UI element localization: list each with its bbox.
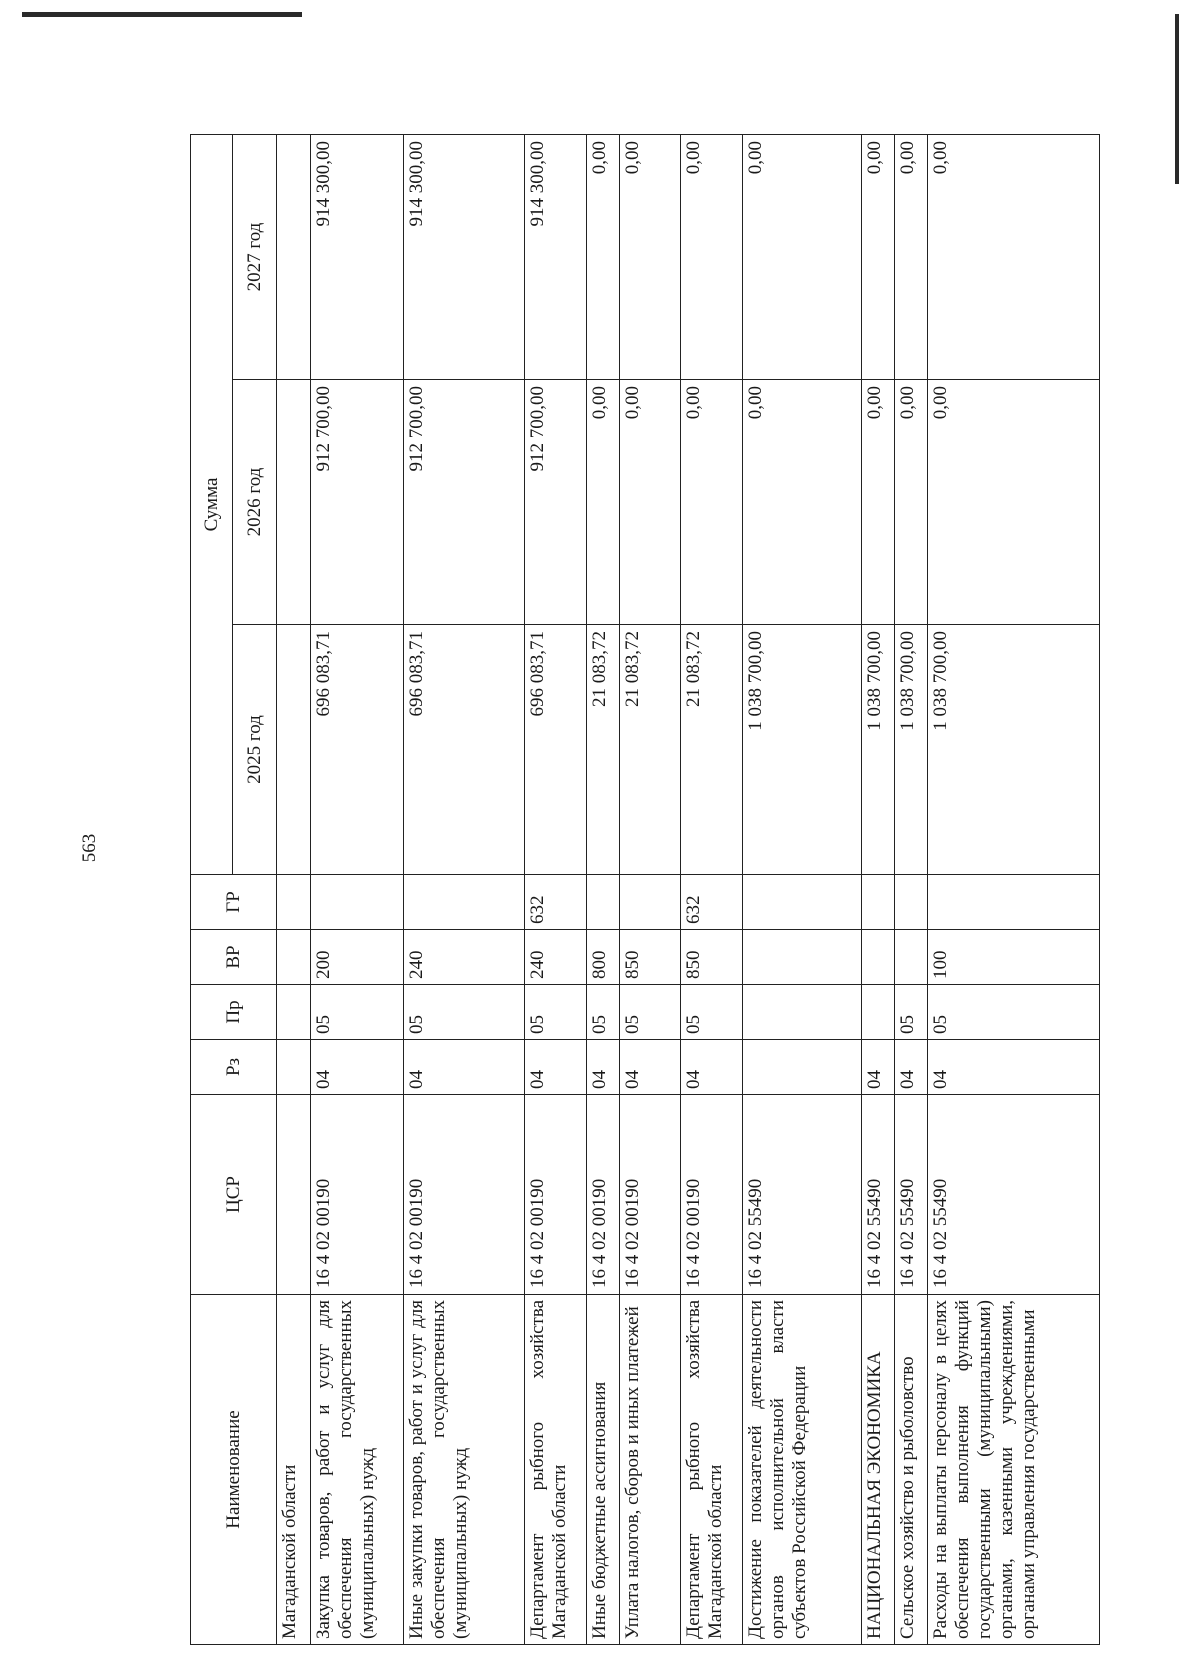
cell-pr: 05	[895, 985, 928, 1040]
table-row	[742, 134, 861, 1644]
cell-name: Достижение показателей деятельности органов исполнительной власти субъектов Российской Федерации	[742, 1295, 861, 1645]
cell-vr: 200	[311, 930, 404, 985]
cell-2025: 696 083,71	[524, 625, 586, 875]
cell-csr: 16 4 02 00190	[619, 1095, 681, 1295]
budget-table	[190, 134, 1100, 1645]
cell-gr	[619, 875, 681, 930]
cell-rz: 04	[403, 1040, 524, 1095]
header-year-2026: 2026 год	[233, 380, 277, 625]
cell-rz	[742, 1040, 861, 1095]
cell-csr	[277, 1095, 311, 1295]
cell-2025: 1 038 700,00	[895, 625, 928, 875]
header-vr: ВР	[191, 930, 277, 985]
cell-rz: 04	[895, 1040, 928, 1095]
cell-pr: 05	[928, 985, 1100, 1040]
cell-2025: 1 038 700,00	[861, 625, 894, 875]
cell-2025: 1 038 700,00	[928, 625, 1100, 875]
cell-2027: 914 300,00	[311, 134, 404, 379]
cell-2026: 0,00	[895, 380, 928, 625]
cell-pr: 05	[403, 985, 524, 1040]
cell-pr: 05	[311, 985, 404, 1040]
table-row	[928, 134, 1100, 1644]
cell-2025: 696 083,71	[311, 625, 404, 875]
cell-2025: 21 083,72	[681, 625, 743, 875]
cell-2027: 0,00	[861, 134, 894, 379]
cell-2026: 912 700,00	[524, 380, 586, 625]
cell-2027: 0,00	[742, 134, 861, 379]
cell-2027: 0,00	[586, 134, 619, 379]
rotated-page	[190, 135, 1100, 1645]
cell-csr: 16 4 02 00190	[403, 1095, 524, 1295]
cell-gr	[861, 875, 894, 930]
cell-vr	[742, 930, 861, 985]
cell-name: Иные бюджетные ассигнования	[586, 1295, 619, 1645]
cell-pr: 05	[524, 985, 586, 1040]
cell-csr: 16 4 02 00190	[586, 1095, 619, 1295]
cell-2026	[277, 380, 311, 625]
cell-name: Уплата налогов, сборов и иных платежей	[619, 1295, 681, 1645]
cell-vr: 100	[928, 930, 1100, 985]
cell-2027: 0,00	[681, 134, 743, 379]
cell-vr: 850	[619, 930, 681, 985]
header-year-2025: 2025 год	[233, 625, 277, 875]
header-pr: Пр	[191, 985, 277, 1040]
header-sum: Сумма	[191, 134, 233, 874]
cell-2025: 1 038 700,00	[742, 625, 861, 875]
page-number: 563	[79, 833, 100, 863]
header-name: Наименование	[191, 1295, 277, 1645]
table-row	[277, 134, 311, 1644]
cell-gr	[928, 875, 1100, 930]
cell-pr	[861, 985, 894, 1040]
cell-vr	[277, 930, 311, 985]
cell-name: Иные закупки товаров, работ и услуг для обеспечения государственных (муниципальных) нужд	[403, 1295, 524, 1645]
cell-rz: 04	[524, 1040, 586, 1095]
cell-2026: 0,00	[928, 380, 1100, 625]
cell-name: Департамент рыбного хозяйства Магаданской области	[524, 1295, 586, 1645]
cell-gr: 632	[524, 875, 586, 930]
cell-rz: 04	[586, 1040, 619, 1095]
cell-rz: 04	[311, 1040, 404, 1095]
cell-2026: 0,00	[586, 380, 619, 625]
cell-csr: 16 4 02 55490	[742, 1095, 861, 1295]
cell-pr: 05	[619, 985, 681, 1040]
cell-rz	[277, 1040, 311, 1095]
cell-gr	[895, 875, 928, 930]
cell-2026: 0,00	[681, 380, 743, 625]
cell-pr: 05	[586, 985, 619, 1040]
cell-2026: 0,00	[861, 380, 894, 625]
cell-name: Закупка товаров, работ и услуг для обеспечения государственных (муниципальных) нужд	[311, 1295, 404, 1645]
cell-name: Сельское хозяйство и рыболовство	[895, 1295, 928, 1645]
cell-vr: 240	[403, 930, 524, 985]
table-row	[861, 134, 894, 1644]
scan-edge-mark-right	[1175, 14, 1179, 184]
cell-2025: 21 083,72	[586, 625, 619, 875]
table-row	[619, 134, 681, 1644]
table-row	[524, 134, 586, 1644]
cell-2026: 912 700,00	[311, 380, 404, 625]
header-year-2027: 2027 год	[233, 134, 277, 379]
cell-csr: 16 4 02 55490	[895, 1095, 928, 1295]
cell-gr: 632	[681, 875, 743, 930]
cell-2027: 0,00	[895, 134, 928, 379]
cell-rz: 04	[619, 1040, 681, 1095]
cell-vr: 850	[681, 930, 743, 985]
cell-2027: 0,00	[619, 134, 681, 379]
table-row	[311, 134, 404, 1644]
scan-edge-mark-top	[22, 12, 302, 17]
cell-csr: 16 4 02 00190	[524, 1095, 586, 1295]
cell-2027: 914 300,00	[403, 134, 524, 379]
cell-2025	[277, 625, 311, 875]
cell-2027: 0,00	[928, 134, 1100, 379]
cell-2026: 0,00	[619, 380, 681, 625]
cell-pr	[742, 985, 861, 1040]
cell-gr	[586, 875, 619, 930]
cell-2025: 696 083,71	[403, 625, 524, 875]
header-rz: Рз	[191, 1040, 277, 1095]
cell-csr: 16 4 02 00190	[681, 1095, 743, 1295]
cell-gr	[311, 875, 404, 930]
header-gr: ГР	[191, 875, 277, 930]
cell-csr: 16 4 02 55490	[928, 1095, 1100, 1295]
cell-2025: 21 083,72	[619, 625, 681, 875]
cell-pr	[277, 985, 311, 1040]
cell-2027: 914 300,00	[524, 134, 586, 379]
cell-name: Магаданской области	[277, 1295, 311, 1645]
table-row	[403, 134, 524, 1644]
cell-gr	[403, 875, 524, 930]
cell-rz: 04	[861, 1040, 894, 1095]
cell-2026: 912 700,00	[403, 380, 524, 625]
table-row	[895, 134, 928, 1644]
table-row	[681, 134, 743, 1644]
header-csr: ЦСР	[191, 1095, 277, 1295]
cell-gr	[742, 875, 861, 930]
cell-gr	[277, 875, 311, 930]
cell-2027	[277, 134, 311, 379]
cell-2026: 0,00	[742, 380, 861, 625]
table-row	[586, 134, 619, 1644]
cell-vr: 240	[524, 930, 586, 985]
cell-vr: 800	[586, 930, 619, 985]
cell-vr	[895, 930, 928, 985]
cell-name: Расходы на выплаты персоналу в целях обеспечения выполнения функций государственными (муниципальными) органами, казенными учреждениями, органами управления государственными	[928, 1295, 1100, 1645]
cell-rz: 04	[928, 1040, 1100, 1095]
cell-vr	[861, 930, 894, 985]
cell-name: Департамент рыбного хозяйства Магаданской области	[681, 1295, 743, 1645]
cell-csr: 16 4 02 55490	[861, 1095, 894, 1295]
cell-rz: 04	[681, 1040, 743, 1095]
cell-pr: 05	[681, 985, 743, 1040]
cell-name: НАЦИОНАЛЬНАЯ ЭКОНОМИКА	[861, 1295, 894, 1645]
cell-csr: 16 4 02 00190	[311, 1095, 404, 1295]
